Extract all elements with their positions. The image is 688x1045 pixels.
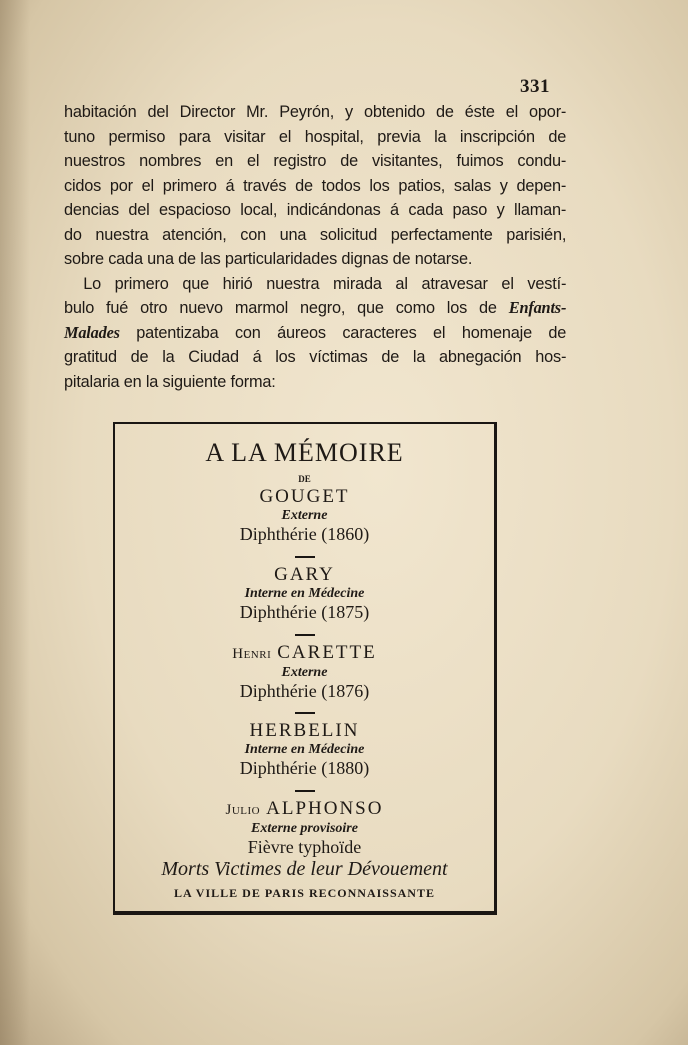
memorial-plaque bbox=[113, 422, 497, 915]
divider-dash bbox=[295, 790, 315, 792]
italic-title: Malades bbox=[64, 322, 120, 342]
text-run: bulo fué otro nuevo marmol negro, que como los de bbox=[64, 298, 509, 317]
text-line bbox=[64, 321, 566, 346]
text-line: cidos por el primero á través de todos los patios, salas y depen- bbox=[64, 175, 567, 195]
entry-surname: GOUGET bbox=[259, 486, 350, 507]
plaque-signature: LA VILLE DE PARIS RECONNAISSANTE bbox=[174, 886, 435, 900]
entry-name bbox=[115, 642, 494, 665]
entry-role: Externe bbox=[281, 508, 328, 523]
entry-role: Interne en Médecine bbox=[244, 742, 365, 757]
divider-dash bbox=[295, 556, 315, 558]
text-line: Lo primero que hirió nuestra mirada al atravesar el vestí- bbox=[83, 273, 567, 293]
plaque-de: DE bbox=[298, 474, 311, 484]
memorial-entry bbox=[115, 720, 494, 779]
entry-name bbox=[115, 798, 494, 821]
entry-cause: Fièvre typhoïde bbox=[247, 837, 362, 857]
memorial-entry bbox=[115, 642, 494, 702]
memorial-entry bbox=[115, 486, 494, 545]
text-line: gratitud de la Ciudad á los víctimas de la abnegación hos- bbox=[64, 347, 567, 366]
entry-name bbox=[115, 564, 494, 586]
text-line: pitalaria en la siguiente forma: bbox=[64, 371, 276, 391]
text-line: do nuestra atención, con una solicitud perfectamente parisién, bbox=[64, 224, 567, 244]
text-line: nuestros nombres en el registro de visitantes, fuimos condu- bbox=[64, 151, 567, 170]
text-line bbox=[64, 296, 566, 321]
entry-prefix: Henri bbox=[232, 646, 272, 662]
plaque-title: A LA MÉMOIRE bbox=[205, 438, 404, 467]
entry-cause: Diphthérie (1876) bbox=[239, 681, 370, 701]
divider-dash bbox=[295, 634, 315, 636]
entry-role: Externe provisoire bbox=[251, 821, 358, 836]
entry-surname: CARETTE bbox=[277, 642, 377, 663]
plaque-dedication: Morts Victimes de leur Dévouement bbox=[161, 858, 448, 880]
entry-surname: ALPHONSO bbox=[266, 798, 384, 819]
divider-dash bbox=[295, 712, 315, 714]
entry-cause: Diphthérie (1880) bbox=[239, 758, 370, 778]
page-number: 331 bbox=[520, 76, 550, 97]
entry-role: Externe bbox=[281, 665, 328, 680]
italic-title: Enfants- bbox=[508, 298, 567, 317]
text-line: habitación del Director Mr. Peyrón, y obtenido de éste el opor- bbox=[64, 102, 567, 121]
entry-name bbox=[115, 720, 494, 742]
entry-cause: Diphthérie (1860) bbox=[239, 524, 370, 544]
entry-surname: GARY bbox=[274, 564, 335, 585]
entry-name bbox=[115, 486, 494, 508]
entry-role: Interne en Médecine bbox=[244, 586, 365, 601]
text-line: tuno permiso para visitar el hospital, previa la inscripción de bbox=[64, 126, 567, 146]
entry-surname: HERBELIN bbox=[249, 720, 360, 741]
entry-prefix: Julio bbox=[225, 802, 261, 818]
page-gutter-shadow bbox=[0, 0, 30, 1045]
memorial-entry bbox=[115, 564, 494, 623]
text-line: dencias del espacioso local, indicándonas á cada paso y llaman- bbox=[64, 200, 567, 219]
text-line: sobre cada una de las particularidades dignas de notarse. bbox=[64, 249, 473, 268]
text-run: patentizaba con áureos caracteres el homenaje de bbox=[119, 322, 567, 342]
entry-cause: Diphthérie (1875) bbox=[239, 602, 370, 622]
body-text bbox=[64, 100, 567, 394]
memorial-entry bbox=[115, 798, 494, 858]
